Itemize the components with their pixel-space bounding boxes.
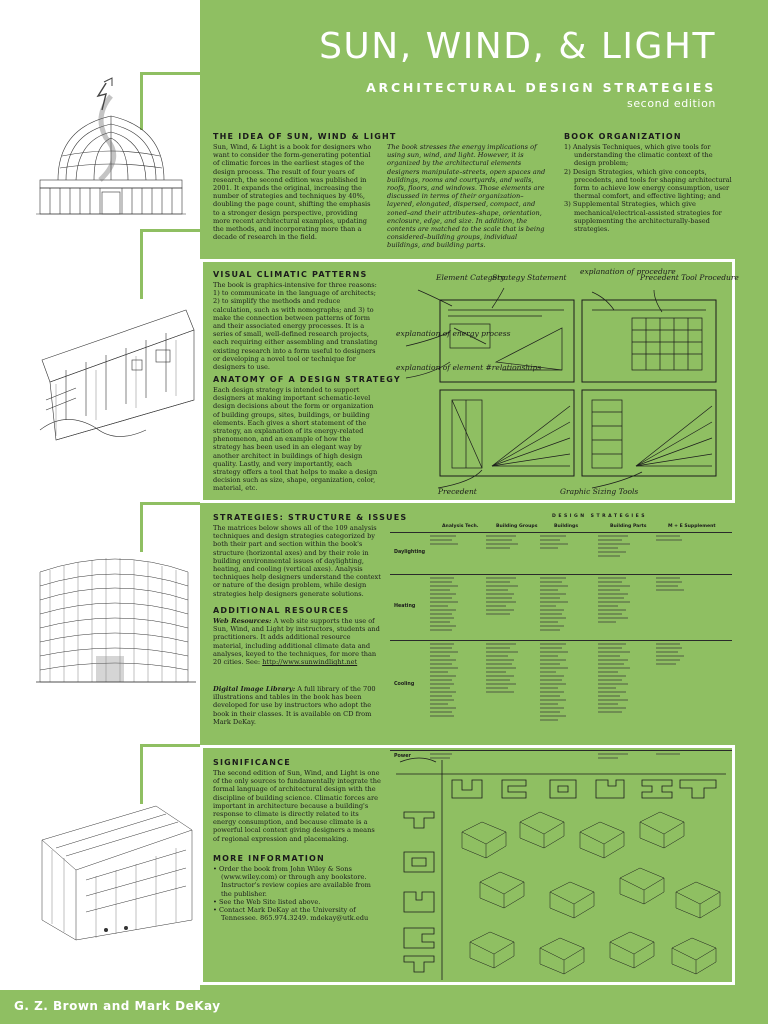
bracket-line <box>140 744 200 747</box>
idea-text-2: The book stresses the energy implications of using sun, wind, and light. However, it is organized by the architectural elements designers manipulate–streets, open spaces and buildings, rooms and courtyards, and walls, roofs, floors, and windows. Those elements are discussed in terms of their organization–layered, elongated, dispersed, compact, and zoned–and their attributes–shape, orientation, enclosure, edge, and size. In addition, the contents are matched to the scale that is being considered–building groups, individual buildings, and building parts. <box>387 143 546 250</box>
bracket-line <box>140 229 143 299</box>
organization-item: 3) Supplemental Strategies, which give mechanical/electrical-assisted strategies for supplementing the architecturally-based strategies. <box>564 200 722 234</box>
bracket-line <box>140 502 200 505</box>
bracket-line <box>140 229 200 232</box>
visual-heading: VISUAL CLIMATIC PATTERNS <box>213 270 368 279</box>
strategy-anatomy-diagram <box>392 266 739 498</box>
matrix-col-header: Analysis Tech. <box>442 524 479 529</box>
more-info-list <box>213 865 381 922</box>
matrix-row-label: Heating <box>394 604 416 609</box>
label-precedent: Precedent <box>438 487 477 496</box>
housing-sketch <box>36 300 196 450</box>
web-resources-label: Web Resources: <box>213 617 272 625</box>
idea-heading: THE IDEA OF SUN, WIND & LIGHT <box>213 132 397 141</box>
more-info-heading: MORE INFORMATION <box>213 854 325 863</box>
poster-subtitle: ARCHITECTURAL DESIGN STRATEGIES <box>366 80 716 95</box>
resources-text <box>213 617 381 666</box>
label-explanation-elements: explanation of element #relationships <box>396 363 542 372</box>
author-credit: G. Z. Brown and Mark DeKay <box>14 999 221 1013</box>
structure-heading: STRATEGIES: STRUCTURE & ISSUES <box>213 513 408 522</box>
organization-item: 1) Analysis Techniques, which give tools for understanding the climatic context of the design problem; <box>564 143 713 168</box>
web-resources-text: A web site supports the use of Sun, Wind, and Light by instructors, students and practitioners. It adds additional resource material, including additional climate data and analyses, keyed to the techniques, for more than 20 cities. See: <box>213 617 380 667</box>
matrix-col-header: Buildings <box>554 524 579 529</box>
matrix-col-header: Building Parts <box>610 524 647 529</box>
organization-item: 2) Design Strategies, which give concepts, precedents, and tools for shaping architectural form to achieve low energy consumption, user thermal comfort, and effective lighting; and <box>564 167 732 201</box>
dil-body: A full library of the 700 illustrations and tables in the book has been developed for use by instructors who adopt the book in their classes. It is available on CD from Mark DeKay. <box>213 685 376 726</box>
more-info-item: • Contact Mark DeKay at the University of Tennessee. 865.974.3249. mdekay@utk.edu <box>213 906 381 922</box>
structure-text: The matrices below shows all of the 109 analysis techniques and design strategies categorized by both their part and section within the book's structure (horizontal axes) and by their role in building environmental issues of daylighting, heating, and cooling (vertical axes). Analysis techniques help designers understand the context or nature of the design problem, while design strategies help designers generate solutions. <box>213 524 381 598</box>
dil-label: Digital Image Library: <box>213 685 296 693</box>
bracket-line <box>140 72 200 75</box>
dome-sketch <box>36 76 186 226</box>
courtyard-form-diagram <box>390 752 732 982</box>
matrix-row-label: Cooling <box>394 682 415 687</box>
idea-text: Sun, Wind, & Light is a book for designers who want to consider the form-generating potential of climatic forces in the earliest stages of the design process. The result of four years of research, the second edition was published in 2001. It expands the original, increasing the number of strategies and techniques by 40%, doubling the page count, shifting the emphasis to a stronger design perspective, providing more recent architectural examples, updating the methods, and incorporating more than a decade of research in the field. <box>213 143 372 242</box>
significance-text: The second edition of Sun, Wind, and Light is one of the only sources to fundamentally integrate the formal language of architectural design with the discipline of building science. Climatic forces are important in architecture because a building's response to climate is directly related to its energy consumption, and because climate is a powerful local context giving designers a means of regional expression and placemaking. <box>213 769 381 843</box>
matrix-heading: DESIGN STRATEGIES <box>552 514 648 519</box>
matrix-row-label: Power <box>394 754 411 759</box>
website-link[interactable]: http://www.sunwindlight.net <box>262 658 358 667</box>
atrium-sketch <box>36 800 196 945</box>
resources-heading: ADDITIONAL RESOURCES <box>213 606 350 615</box>
facade-sketch <box>36 552 196 694</box>
poster-title: SUN, WIND, & LIGHT <box>319 26 716 67</box>
label-graphic-sizing: Graphic Sizing Tools <box>560 487 639 496</box>
anatomy-heading: ANATOMY OF A DESIGN STRATEGY <box>213 375 401 384</box>
matrix-col-header: Building Groups <box>496 524 538 529</box>
anatomy-text: Each design strategy is intended to support designers at making important schematic-level design decisions about the form or organization of building groups, sites, buildings, or building elements. Each gives a short statement of the strategy, an explanation of its energy-related phenomenon, and an example of how the strategy has been used in an elegant way by another architect in buildings of high design quality. Lastly, and very importantly, each strategy offers a tool that helps to make a design decision such as size, shape, organization, color, material, etc. <box>213 386 378 493</box>
edition-label: second edition <box>626 97 716 110</box>
significance-heading: SIGNIFICANCE <box>213 758 291 767</box>
matrix-row-label: Daylighting <box>394 550 426 555</box>
label-element-category: Element Category <box>436 273 505 282</box>
visual-text: The book is graphics-intensive for three reasons: 1) to communicate in the language of architects; 2) to simplify the methods and reduce calculation, such as with nomographs; and 3) to make the connection between patterns of form and their associated energy processes. It is a series of small, well-defined research projects, each requiring either assembling and translating existing research into a form useful to designers or developing a novel tool or technique for designers to use. <box>213 281 378 372</box>
dil-text <box>213 685 381 726</box>
label-explanation-procedure: explanation of procedure <box>580 267 676 276</box>
label-strategy-statement: Strategy Statement <box>492 273 567 282</box>
strategy-matrix <box>390 512 732 764</box>
matrix-col-header: M + E Supplement <box>668 524 716 529</box>
bracket-line <box>140 744 143 804</box>
more-info-item: • Order the book from John Wiley & Sons (www.wiley.com) or through any bookstore. Instructor's review copies are available from the publisher. <box>213 865 381 898</box>
organization-list <box>564 143 734 233</box>
matrix-cell-text-lines <box>390 512 732 764</box>
bracket-line <box>140 502 143 552</box>
organization-heading: BOOK ORGANIZATION <box>564 132 682 141</box>
label-precedent-tool: Precedent Tool Procedure <box>640 273 739 282</box>
label-explanation-energy: explanation of energy process <box>396 329 511 338</box>
more-info-item: • See the Web Site listed above. <box>213 898 381 906</box>
